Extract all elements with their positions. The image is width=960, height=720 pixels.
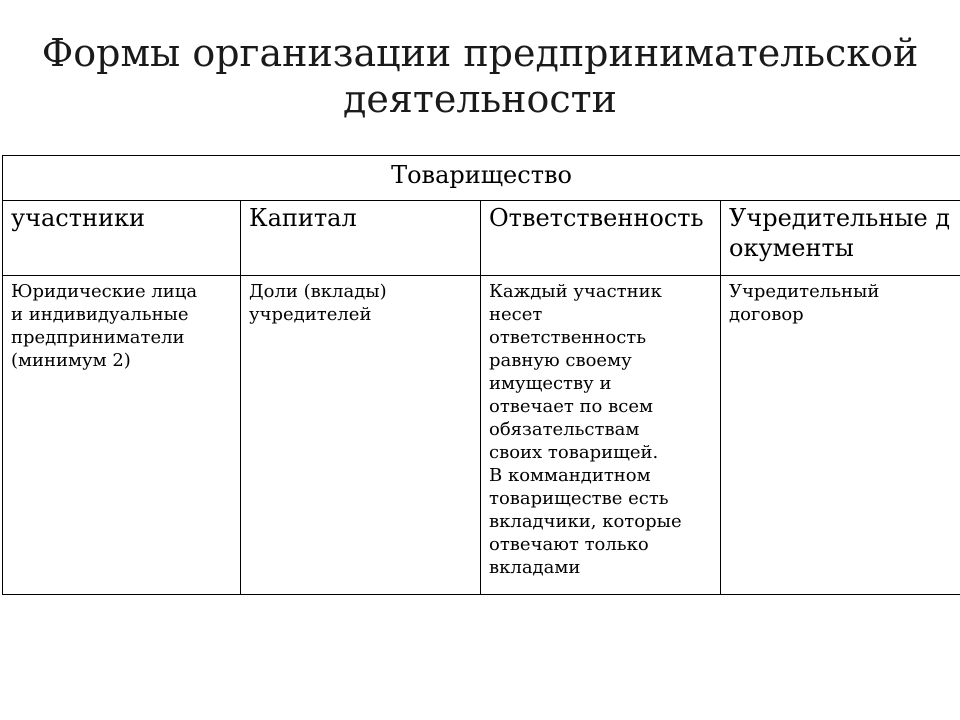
cell-text-line: имуществу и <box>489 373 612 394</box>
table-row <box>3 276 960 595</box>
column-header-row <box>3 201 960 276</box>
partnership-table <box>2 155 960 595</box>
cell-text-line: Доли (вклады) <box>249 281 387 302</box>
cell-text-line: предприниматели <box>11 327 185 348</box>
group-header-row <box>3 156 960 201</box>
cell-text-line: равную своему <box>489 350 632 371</box>
cell-text-line: обязательствам <box>489 419 640 440</box>
column-header-documents: Учредительные документы <box>721 201 960 276</box>
cell-text-line: В коммандитном <box>489 465 651 486</box>
slide-title <box>0 30 960 122</box>
cell-text-line: Учредительный <box>729 281 880 302</box>
cell-text-line: Юридические лица <box>11 281 198 302</box>
cell-text-line: отвечают только <box>489 534 649 555</box>
cell-text-line: вкладчики, которые <box>489 511 682 532</box>
cell-liability <box>481 276 721 595</box>
cell-text-line: своих товарищей. <box>489 442 659 463</box>
cell-text-line: отвечает по всем <box>489 396 653 417</box>
cell-text-line: Каждый участник <box>489 281 662 302</box>
slide-title-line-2: деятельности <box>342 77 618 121</box>
cell-text-line: вкладами <box>489 557 581 578</box>
slide-title-line-1: Формы организации предпринимательской <box>41 31 919 75</box>
column-header-liability: Ответственность <box>481 201 721 276</box>
cell-documents <box>721 276 960 595</box>
cell-text-line: (минимум 2) <box>11 350 131 371</box>
group-header-partnership: Товарищество <box>3 156 960 201</box>
cell-capital <box>241 276 481 595</box>
column-header-capital: Капитал <box>241 201 481 276</box>
cell-participants <box>3 276 241 595</box>
cell-text-line: договор <box>729 304 804 325</box>
cell-text-line: ответственность <box>489 327 647 348</box>
cell-text-line: несет <box>489 304 543 325</box>
cell-text-line: учредителей <box>249 304 372 325</box>
column-header-participants: участники <box>3 201 241 276</box>
cell-text-line: товариществе есть <box>489 488 669 509</box>
cell-text-line: и индивидуальные <box>11 304 189 325</box>
